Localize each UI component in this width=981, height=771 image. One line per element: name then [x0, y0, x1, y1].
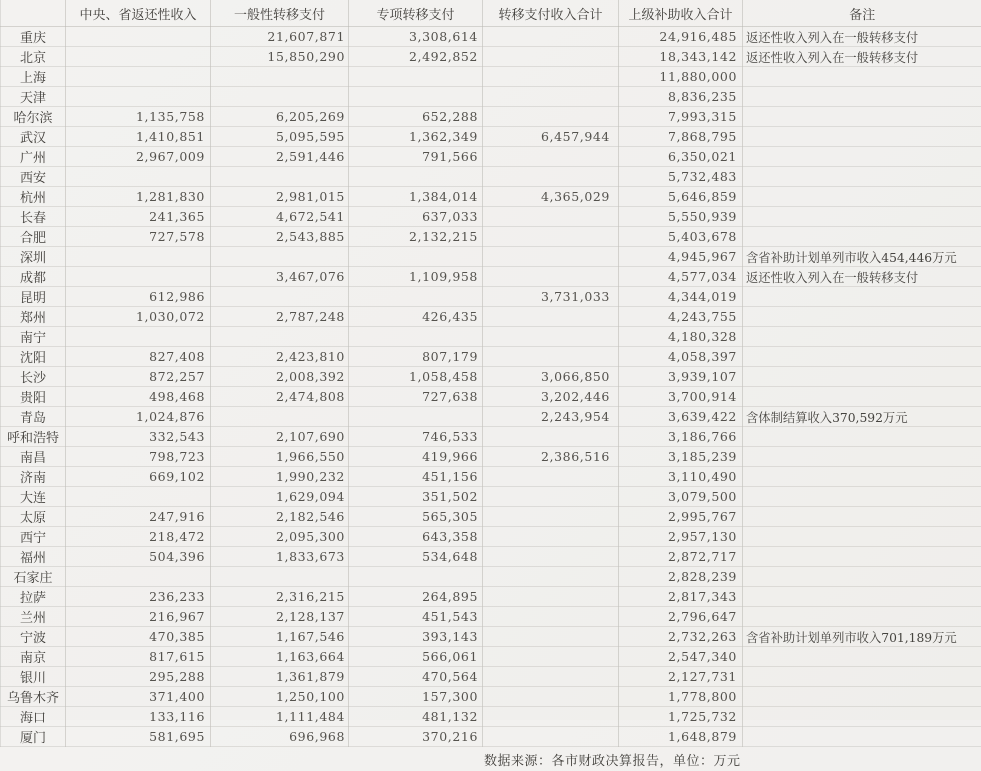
- cell-central-provincial-return[interactable]: [66, 27, 211, 47]
- cell-city[interactable]: 重庆: [1, 27, 66, 47]
- cell-transfer-income-total[interactable]: [483, 527, 619, 547]
- cell-general-transfer[interactable]: [211, 247, 349, 267]
- cell-remark[interactable]: [743, 587, 981, 607]
- cell-central-provincial-return[interactable]: 1,281,830: [66, 187, 211, 207]
- cell-special-transfer[interactable]: [349, 167, 483, 187]
- cell-general-transfer[interactable]: 2,107,690: [211, 427, 349, 447]
- cell-central-provincial-return[interactable]: 216,967: [66, 607, 211, 627]
- header-transfer-income-total[interactable]: 转移支付收入合计: [483, 0, 619, 27]
- cell-special-transfer[interactable]: 2,132,215: [349, 227, 483, 247]
- cell-remark[interactable]: 返还性收入列入在一般转移支付: [743, 27, 981, 47]
- cell-special-transfer[interactable]: [349, 87, 483, 107]
- cell-transfer-income-total[interactable]: [483, 647, 619, 667]
- cell-general-transfer[interactable]: 1,111,484: [211, 707, 349, 727]
- header-remark[interactable]: 备注: [743, 0, 981, 27]
- cell-special-transfer[interactable]: [349, 247, 483, 267]
- cell-transfer-income-total[interactable]: 4,365,029: [483, 187, 619, 207]
- cell-superior-subsidy-total[interactable]: 3,079,500: [619, 487, 743, 507]
- cell-special-transfer[interactable]: 264,895: [349, 587, 483, 607]
- cell-city[interactable]: 银川: [1, 667, 66, 687]
- cell-transfer-income-total[interactable]: [483, 547, 619, 567]
- cell-remark[interactable]: [743, 547, 981, 567]
- cell-city[interactable]: 长春: [1, 207, 66, 227]
- cell-general-transfer[interactable]: 2,543,885: [211, 227, 349, 247]
- cell-special-transfer[interactable]: [349, 287, 483, 307]
- cell-remark[interactable]: 返还性收入列入在一般转移支付: [743, 267, 981, 287]
- cell-central-provincial-return[interactable]: 504,396: [66, 547, 211, 567]
- cell-transfer-income-total[interactable]: [483, 327, 619, 347]
- cell-central-provincial-return[interactable]: 827,408: [66, 347, 211, 367]
- cell-remark[interactable]: [743, 67, 981, 87]
- cell-special-transfer[interactable]: 643,358: [349, 527, 483, 547]
- cell-transfer-income-total[interactable]: [483, 607, 619, 627]
- cell-transfer-income-total[interactable]: [483, 627, 619, 647]
- cell-central-provincial-return[interactable]: 1,030,072: [66, 307, 211, 327]
- cell-remark[interactable]: [743, 567, 981, 587]
- table-row: [1, 467, 981, 487]
- cell-central-provincial-return[interactable]: 1,135,758: [66, 107, 211, 127]
- cell-transfer-income-total[interactable]: [483, 707, 619, 727]
- table-row: [1, 107, 981, 127]
- cell-transfer-income-total[interactable]: [483, 347, 619, 367]
- cell-transfer-income-total[interactable]: 3,066,850: [483, 367, 619, 387]
- cell-remark[interactable]: [743, 347, 981, 367]
- cell-transfer-income-total[interactable]: 6,457,944: [483, 127, 619, 147]
- cell-special-transfer[interactable]: 791,566: [349, 147, 483, 167]
- cell-general-transfer[interactable]: [211, 67, 349, 87]
- cell-general-transfer[interactable]: 1,966,550: [211, 447, 349, 467]
- header-superior-subsidy-total[interactable]: 上级补助收入合计: [619, 0, 743, 27]
- cell-special-transfer[interactable]: 3,308,614: [349, 27, 483, 47]
- cell-remark[interactable]: [743, 187, 981, 207]
- cell-central-provincial-return[interactable]: 241,365: [66, 207, 211, 227]
- cell-transfer-income-total[interactable]: [483, 267, 619, 287]
- cell-transfer-income-total[interactable]: 3,202,446: [483, 387, 619, 407]
- cell-city[interactable]: 拉萨: [1, 587, 66, 607]
- table-row: [1, 427, 981, 447]
- cell-remark[interactable]: [743, 147, 981, 167]
- cell-remark[interactable]: [743, 427, 981, 447]
- cell-transfer-income-total[interactable]: [483, 487, 619, 507]
- table-row: [1, 647, 981, 667]
- table-row: [1, 727, 981, 747]
- cell-general-transfer[interactable]: 1,629,094: [211, 487, 349, 507]
- cell-city[interactable]: 深圳: [1, 247, 66, 267]
- cell-city[interactable]: 杭州: [1, 187, 66, 207]
- table-row: [1, 367, 981, 387]
- header-special-transfer[interactable]: 专项转移支付: [349, 0, 483, 27]
- cell-superior-subsidy-total[interactable]: 1,648,879: [619, 727, 743, 747]
- cell-central-provincial-return[interactable]: [66, 47, 211, 67]
- cell-remark[interactable]: [743, 447, 981, 467]
- cell-general-transfer[interactable]: [211, 167, 349, 187]
- cell-city[interactable]: 成都: [1, 267, 66, 287]
- cell-special-transfer[interactable]: 1,109,958: [349, 267, 483, 287]
- cell-city[interactable]: 石家庄: [1, 567, 66, 587]
- table-row: [1, 527, 981, 547]
- table-row: [1, 147, 981, 167]
- cell-central-provincial-return[interactable]: 371,400: [66, 687, 211, 707]
- cell-general-transfer[interactable]: 1,833,673: [211, 547, 349, 567]
- cell-superior-subsidy-total[interactable]: 5,732,483: [619, 167, 743, 187]
- cell-superior-subsidy-total[interactable]: 7,868,795: [619, 127, 743, 147]
- cell-city[interactable]: 青岛: [1, 407, 66, 427]
- cell-transfer-income-total[interactable]: [483, 587, 619, 607]
- table-row: [1, 227, 981, 247]
- cell-central-provincial-return[interactable]: 817,615: [66, 647, 211, 667]
- cell-city[interactable]: 大连: [1, 487, 66, 507]
- cell-transfer-income-total[interactable]: [483, 427, 619, 447]
- cell-central-provincial-return[interactable]: 2,967,009: [66, 147, 211, 167]
- cell-general-transfer[interactable]: 2,474,808: [211, 387, 349, 407]
- table-row: [1, 447, 981, 467]
- header-central-provincial-return[interactable]: 中央、省返还性收入: [66, 0, 211, 27]
- cell-general-transfer[interactable]: 2,095,300: [211, 527, 349, 547]
- cell-city[interactable]: 海口: [1, 707, 66, 727]
- cell-transfer-income-total[interactable]: [483, 167, 619, 187]
- cell-transfer-income-total[interactable]: [483, 147, 619, 167]
- cell-transfer-income-total[interactable]: [483, 507, 619, 527]
- cell-city[interactable]: 广州: [1, 147, 66, 167]
- cell-city[interactable]: 济南: [1, 467, 66, 487]
- cell-remark[interactable]: 含省补助计划单列市收入701,189万元: [743, 627, 981, 647]
- cell-central-provincial-return[interactable]: 470,385: [66, 627, 211, 647]
- cell-superior-subsidy-total[interactable]: 5,403,678: [619, 227, 743, 247]
- cell-special-transfer[interactable]: 1,058,458: [349, 367, 483, 387]
- cell-general-transfer[interactable]: [211, 287, 349, 307]
- cell-general-transfer[interactable]: 1,361,879: [211, 667, 349, 687]
- cell-special-transfer[interactable]: 419,966: [349, 447, 483, 467]
- cell-remark[interactable]: [743, 727, 981, 747]
- cell-central-provincial-return[interactable]: [66, 567, 211, 587]
- cell-general-transfer[interactable]: 2,316,215: [211, 587, 349, 607]
- cell-remark[interactable]: [743, 107, 981, 127]
- cell-superior-subsidy-total[interactable]: 18,343,142: [619, 47, 743, 67]
- header-city[interactable]: [1, 0, 66, 27]
- cell-transfer-income-total[interactable]: 2,386,516: [483, 447, 619, 467]
- cell-remark[interactable]: [743, 87, 981, 107]
- table-row: [1, 87, 981, 107]
- cell-remark[interactable]: [743, 367, 981, 387]
- table-row: [1, 567, 981, 587]
- table-row: [1, 607, 981, 627]
- cell-central-provincial-return[interactable]: [66, 247, 211, 267]
- cell-superior-subsidy-total[interactable]: 2,872,717: [619, 547, 743, 567]
- cell-special-transfer[interactable]: 426,435: [349, 307, 483, 327]
- cell-central-provincial-return[interactable]: [66, 67, 211, 87]
- cell-superior-subsidy-total[interactable]: 8,836,235: [619, 87, 743, 107]
- cell-superior-subsidy-total[interactable]: 2,828,239: [619, 567, 743, 587]
- cell-remark[interactable]: [743, 387, 981, 407]
- cell-central-provincial-return[interactable]: 727,578: [66, 227, 211, 247]
- cell-special-transfer[interactable]: 1,384,014: [349, 187, 483, 207]
- cell-superior-subsidy-total[interactable]: 2,732,263: [619, 627, 743, 647]
- cell-central-provincial-return[interactable]: 133,116: [66, 707, 211, 727]
- cell-general-transfer[interactable]: 21,607,871: [211, 27, 349, 47]
- cell-city[interactable]: 福州: [1, 547, 66, 567]
- cell-city[interactable]: 上海: [1, 67, 66, 87]
- cell-special-transfer[interactable]: 534,648: [349, 547, 483, 567]
- cell-superior-subsidy-total[interactable]: 4,058,397: [619, 347, 743, 367]
- cell-remark[interactable]: [743, 327, 981, 347]
- cell-central-provincial-return[interactable]: [66, 167, 211, 187]
- cell-general-transfer[interactable]: [211, 87, 349, 107]
- cell-central-provincial-return[interactable]: [66, 327, 211, 347]
- cell-central-provincial-return[interactable]: [66, 487, 211, 507]
- table-row: [1, 167, 981, 187]
- cell-superior-subsidy-total[interactable]: 24,916,485: [619, 27, 743, 47]
- cell-remark[interactable]: [743, 467, 981, 487]
- cell-central-provincial-return[interactable]: 498,468: [66, 387, 211, 407]
- cell-general-transfer[interactable]: 2,591,446: [211, 147, 349, 167]
- cell-superior-subsidy-total[interactable]: 4,180,328: [619, 327, 743, 347]
- cell-general-transfer[interactable]: 1,167,546: [211, 627, 349, 647]
- cell-superior-subsidy-total[interactable]: 3,110,490: [619, 467, 743, 487]
- cell-remark[interactable]: 含省补助计划单列市收入454,446万元: [743, 247, 981, 267]
- table-row: [1, 707, 981, 727]
- cell-remark[interactable]: 返还性收入列入在一般转移支付: [743, 47, 981, 67]
- cell-city[interactable]: 天津: [1, 87, 66, 107]
- data-source-note: 数据来源：各市财政决算报告，单位：万元: [1, 747, 981, 771]
- table-row: [1, 47, 981, 67]
- footer-row: [1, 747, 981, 771]
- cell-city[interactable]: 昆明: [1, 287, 66, 307]
- cell-transfer-income-total[interactable]: [483, 27, 619, 47]
- cell-city[interactable]: 哈尔滨: [1, 107, 66, 127]
- cell-special-transfer[interactable]: [349, 67, 483, 87]
- cell-superior-subsidy-total[interactable]: 2,547,340: [619, 647, 743, 667]
- cell-superior-subsidy-total[interactable]: 2,127,731: [619, 667, 743, 687]
- cell-city[interactable]: 厦门: [1, 727, 66, 747]
- cell-superior-subsidy-total[interactable]: 5,550,939: [619, 207, 743, 227]
- cell-superior-subsidy-total[interactable]: 11,880,000: [619, 67, 743, 87]
- cell-special-transfer[interactable]: 393,143: [349, 627, 483, 647]
- cell-general-transfer[interactable]: 1,990,232: [211, 467, 349, 487]
- cell-superior-subsidy-total[interactable]: 7,993,315: [619, 107, 743, 127]
- cell-special-transfer[interactable]: 807,179: [349, 347, 483, 367]
- cell-central-provincial-return[interactable]: 247,916: [66, 507, 211, 527]
- cell-central-provincial-return[interactable]: 1,410,851: [66, 127, 211, 147]
- cell-remark[interactable]: [743, 607, 981, 627]
- cell-superior-subsidy-total[interactable]: 3,639,422: [619, 407, 743, 427]
- cell-transfer-income-total[interactable]: [483, 687, 619, 707]
- table-row: [1, 327, 981, 347]
- cell-remark[interactable]: [743, 287, 981, 307]
- cell-city[interactable]: 沈阳: [1, 347, 66, 367]
- cell-special-transfer[interactable]: 470,564: [349, 667, 483, 687]
- cell-city[interactable]: 南京: [1, 647, 66, 667]
- cell-general-transfer[interactable]: 2,128,137: [211, 607, 349, 627]
- cell-superior-subsidy-total[interactable]: 2,796,647: [619, 607, 743, 627]
- cell-central-provincial-return[interactable]: 218,472: [66, 527, 211, 547]
- table-row: [1, 407, 981, 427]
- cell-city[interactable]: 贵阳: [1, 387, 66, 407]
- cell-central-provincial-return[interactable]: [66, 87, 211, 107]
- cell-transfer-income-total[interactable]: [483, 47, 619, 67]
- table-row: [1, 127, 981, 147]
- cell-remark[interactable]: [743, 227, 981, 247]
- cell-superior-subsidy-total[interactable]: 1,778,800: [619, 687, 743, 707]
- cell-remark[interactable]: [743, 487, 981, 507]
- cell-general-transfer[interactable]: [211, 407, 349, 427]
- cell-city[interactable]: 呼和浩特: [1, 427, 66, 447]
- cell-city[interactable]: 南宁: [1, 327, 66, 347]
- cell-city[interactable]: 兰州: [1, 607, 66, 627]
- cell-transfer-income-total[interactable]: [483, 207, 619, 227]
- cell-general-transfer[interactable]: 1,163,664: [211, 647, 349, 667]
- cell-superior-subsidy-total[interactable]: 2,957,130: [619, 527, 743, 547]
- cell-special-transfer[interactable]: [349, 327, 483, 347]
- cell-special-transfer[interactable]: 370,216: [349, 727, 483, 747]
- cell-remark[interactable]: [743, 647, 981, 667]
- cell-central-provincial-return[interactable]: 332,543: [66, 427, 211, 447]
- table-row: [1, 207, 981, 227]
- cell-transfer-income-total[interactable]: [483, 727, 619, 747]
- cell-remark[interactable]: [743, 667, 981, 687]
- header-row: [1, 0, 981, 27]
- cell-remark[interactable]: [743, 707, 981, 727]
- table-row: [1, 487, 981, 507]
- cell-central-provincial-return[interactable]: [66, 267, 211, 287]
- cell-central-provincial-return[interactable]: 236,233: [66, 587, 211, 607]
- cell-remark[interactable]: [743, 687, 981, 707]
- cell-general-transfer[interactable]: [211, 327, 349, 347]
- table-row: [1, 27, 981, 47]
- cell-transfer-income-total[interactable]: [483, 467, 619, 487]
- cell-special-transfer[interactable]: 1,362,349: [349, 127, 483, 147]
- cell-city[interactable]: 宁波: [1, 627, 66, 647]
- cell-central-provincial-return[interactable]: 612,986: [66, 287, 211, 307]
- table-row: [1, 307, 981, 327]
- cell-remark[interactable]: [743, 527, 981, 547]
- cell-central-provincial-return[interactable]: 872,257: [66, 367, 211, 387]
- cell-superior-subsidy-total[interactable]: 3,700,914: [619, 387, 743, 407]
- header-general-transfer[interactable]: 一般性转移支付: [211, 0, 349, 27]
- cell-special-transfer[interactable]: 566,061: [349, 647, 483, 667]
- cell-general-transfer[interactable]: 2,182,546: [211, 507, 349, 527]
- cell-superior-subsidy-total[interactable]: 5,646,859: [619, 187, 743, 207]
- cell-special-transfer[interactable]: 481,132: [349, 707, 483, 727]
- cell-superior-subsidy-total[interactable]: 1,725,732: [619, 707, 743, 727]
- cell-transfer-income-total[interactable]: [483, 667, 619, 687]
- cell-special-transfer[interactable]: [349, 407, 483, 427]
- cell-superior-subsidy-total[interactable]: 4,577,034: [619, 267, 743, 287]
- cell-remark[interactable]: 含体制结算收入370,592万元: [743, 407, 981, 427]
- cell-special-transfer[interactable]: [349, 567, 483, 587]
- cell-central-provincial-return[interactable]: 798,723: [66, 447, 211, 467]
- cell-special-transfer[interactable]: 565,305: [349, 507, 483, 527]
- cell-general-transfer[interactable]: 4,672,541: [211, 207, 349, 227]
- cell-transfer-income-total[interactable]: [483, 567, 619, 587]
- table-row: [1, 347, 981, 367]
- cell-city[interactable]: 太原: [1, 507, 66, 527]
- table-row: [1, 507, 981, 527]
- table-row: [1, 67, 981, 87]
- table-row: [1, 667, 981, 687]
- cell-central-provincial-return[interactable]: 1,024,876: [66, 407, 211, 427]
- table-row: [1, 287, 981, 307]
- cell-special-transfer[interactable]: 727,638: [349, 387, 483, 407]
- cell-central-provincial-return[interactable]: 295,288: [66, 667, 211, 687]
- cell-special-transfer[interactable]: 637,033: [349, 207, 483, 227]
- cell-general-transfer[interactable]: 2,981,015: [211, 187, 349, 207]
- cell-city[interactable]: 乌鲁木齐: [1, 687, 66, 707]
- cell-special-transfer[interactable]: 2,492,852: [349, 47, 483, 67]
- cell-superior-subsidy-total[interactable]: 6,350,021: [619, 147, 743, 167]
- cell-transfer-income-total[interactable]: [483, 87, 619, 107]
- cell-transfer-income-total[interactable]: [483, 107, 619, 127]
- cell-transfer-income-total[interactable]: [483, 307, 619, 327]
- cell-special-transfer[interactable]: 652,288: [349, 107, 483, 127]
- cell-superior-subsidy-total[interactable]: 4,243,755: [619, 307, 743, 327]
- cell-transfer-income-total[interactable]: [483, 67, 619, 87]
- table-row: [1, 687, 981, 707]
- table-row: [1, 267, 981, 287]
- cell-city[interactable]: 西宁: [1, 527, 66, 547]
- cell-general-transfer[interactable]: 696,968: [211, 727, 349, 747]
- table-row: [1, 187, 981, 207]
- cell-special-transfer[interactable]: 746,533: [349, 427, 483, 447]
- table-row: [1, 587, 981, 607]
- cell-general-transfer[interactable]: 2,423,810: [211, 347, 349, 367]
- cell-special-transfer[interactable]: 451,156: [349, 467, 483, 487]
- cell-central-provincial-return[interactable]: 669,102: [66, 467, 211, 487]
- cell-general-transfer[interactable]: 2,787,248: [211, 307, 349, 327]
- cell-transfer-income-total[interactable]: [483, 227, 619, 247]
- cell-remark[interactable]: [743, 127, 981, 147]
- table-row: [1, 387, 981, 407]
- cell-transfer-income-total[interactable]: 2,243,954: [483, 407, 619, 427]
- cell-remark[interactable]: [743, 167, 981, 187]
- cell-city[interactable]: 西安: [1, 167, 66, 187]
- cell-city[interactable]: 南昌: [1, 447, 66, 467]
- cell-transfer-income-total[interactable]: 3,731,033: [483, 287, 619, 307]
- cell-general-transfer[interactable]: 1,250,100: [211, 687, 349, 707]
- cell-general-transfer[interactable]: 15,850,290: [211, 47, 349, 67]
- cell-transfer-income-total[interactable]: [483, 247, 619, 267]
- cell-city[interactable]: 长沙: [1, 367, 66, 387]
- cell-superior-subsidy-total[interactable]: 3,939,107: [619, 367, 743, 387]
- cell-general-transfer[interactable]: 5,095,595: [211, 127, 349, 147]
- cell-superior-subsidy-total[interactable]: 4,344,019: [619, 287, 743, 307]
- cell-general-transfer[interactable]: 6,205,269: [211, 107, 349, 127]
- cell-city[interactable]: 武汉: [1, 127, 66, 147]
- cell-remark[interactable]: [743, 207, 981, 227]
- cell-city[interactable]: 合肥: [1, 227, 66, 247]
- cell-remark[interactable]: [743, 507, 981, 527]
- cell-general-transfer[interactable]: 3,467,076: [211, 267, 349, 287]
- table-row: [1, 547, 981, 567]
- table-row: [1, 627, 981, 647]
- table-row: [1, 247, 981, 267]
- cell-superior-subsidy-total[interactable]: 3,186,766: [619, 427, 743, 447]
- cell-special-transfer[interactable]: 451,543: [349, 607, 483, 627]
- cell-general-transfer[interactable]: 2,008,392: [211, 367, 349, 387]
- cell-city[interactable]: 郑州: [1, 307, 66, 327]
- cell-superior-subsidy-total[interactable]: 4,945,967: [619, 247, 743, 267]
- cell-superior-subsidy-total[interactable]: 2,995,767: [619, 507, 743, 527]
- cell-central-provincial-return[interactable]: 581,695: [66, 727, 211, 747]
- cell-superior-subsidy-total[interactable]: 3,185,239: [619, 447, 743, 467]
- cell-special-transfer[interactable]: 351,502: [349, 487, 483, 507]
- cell-remark[interactable]: [743, 307, 981, 327]
- cell-superior-subsidy-total[interactable]: 2,817,343: [619, 587, 743, 607]
- cell-general-transfer[interactable]: [211, 567, 349, 587]
- cell-city[interactable]: 北京: [1, 47, 66, 67]
- cell-special-transfer[interactable]: 157,300: [349, 687, 483, 707]
